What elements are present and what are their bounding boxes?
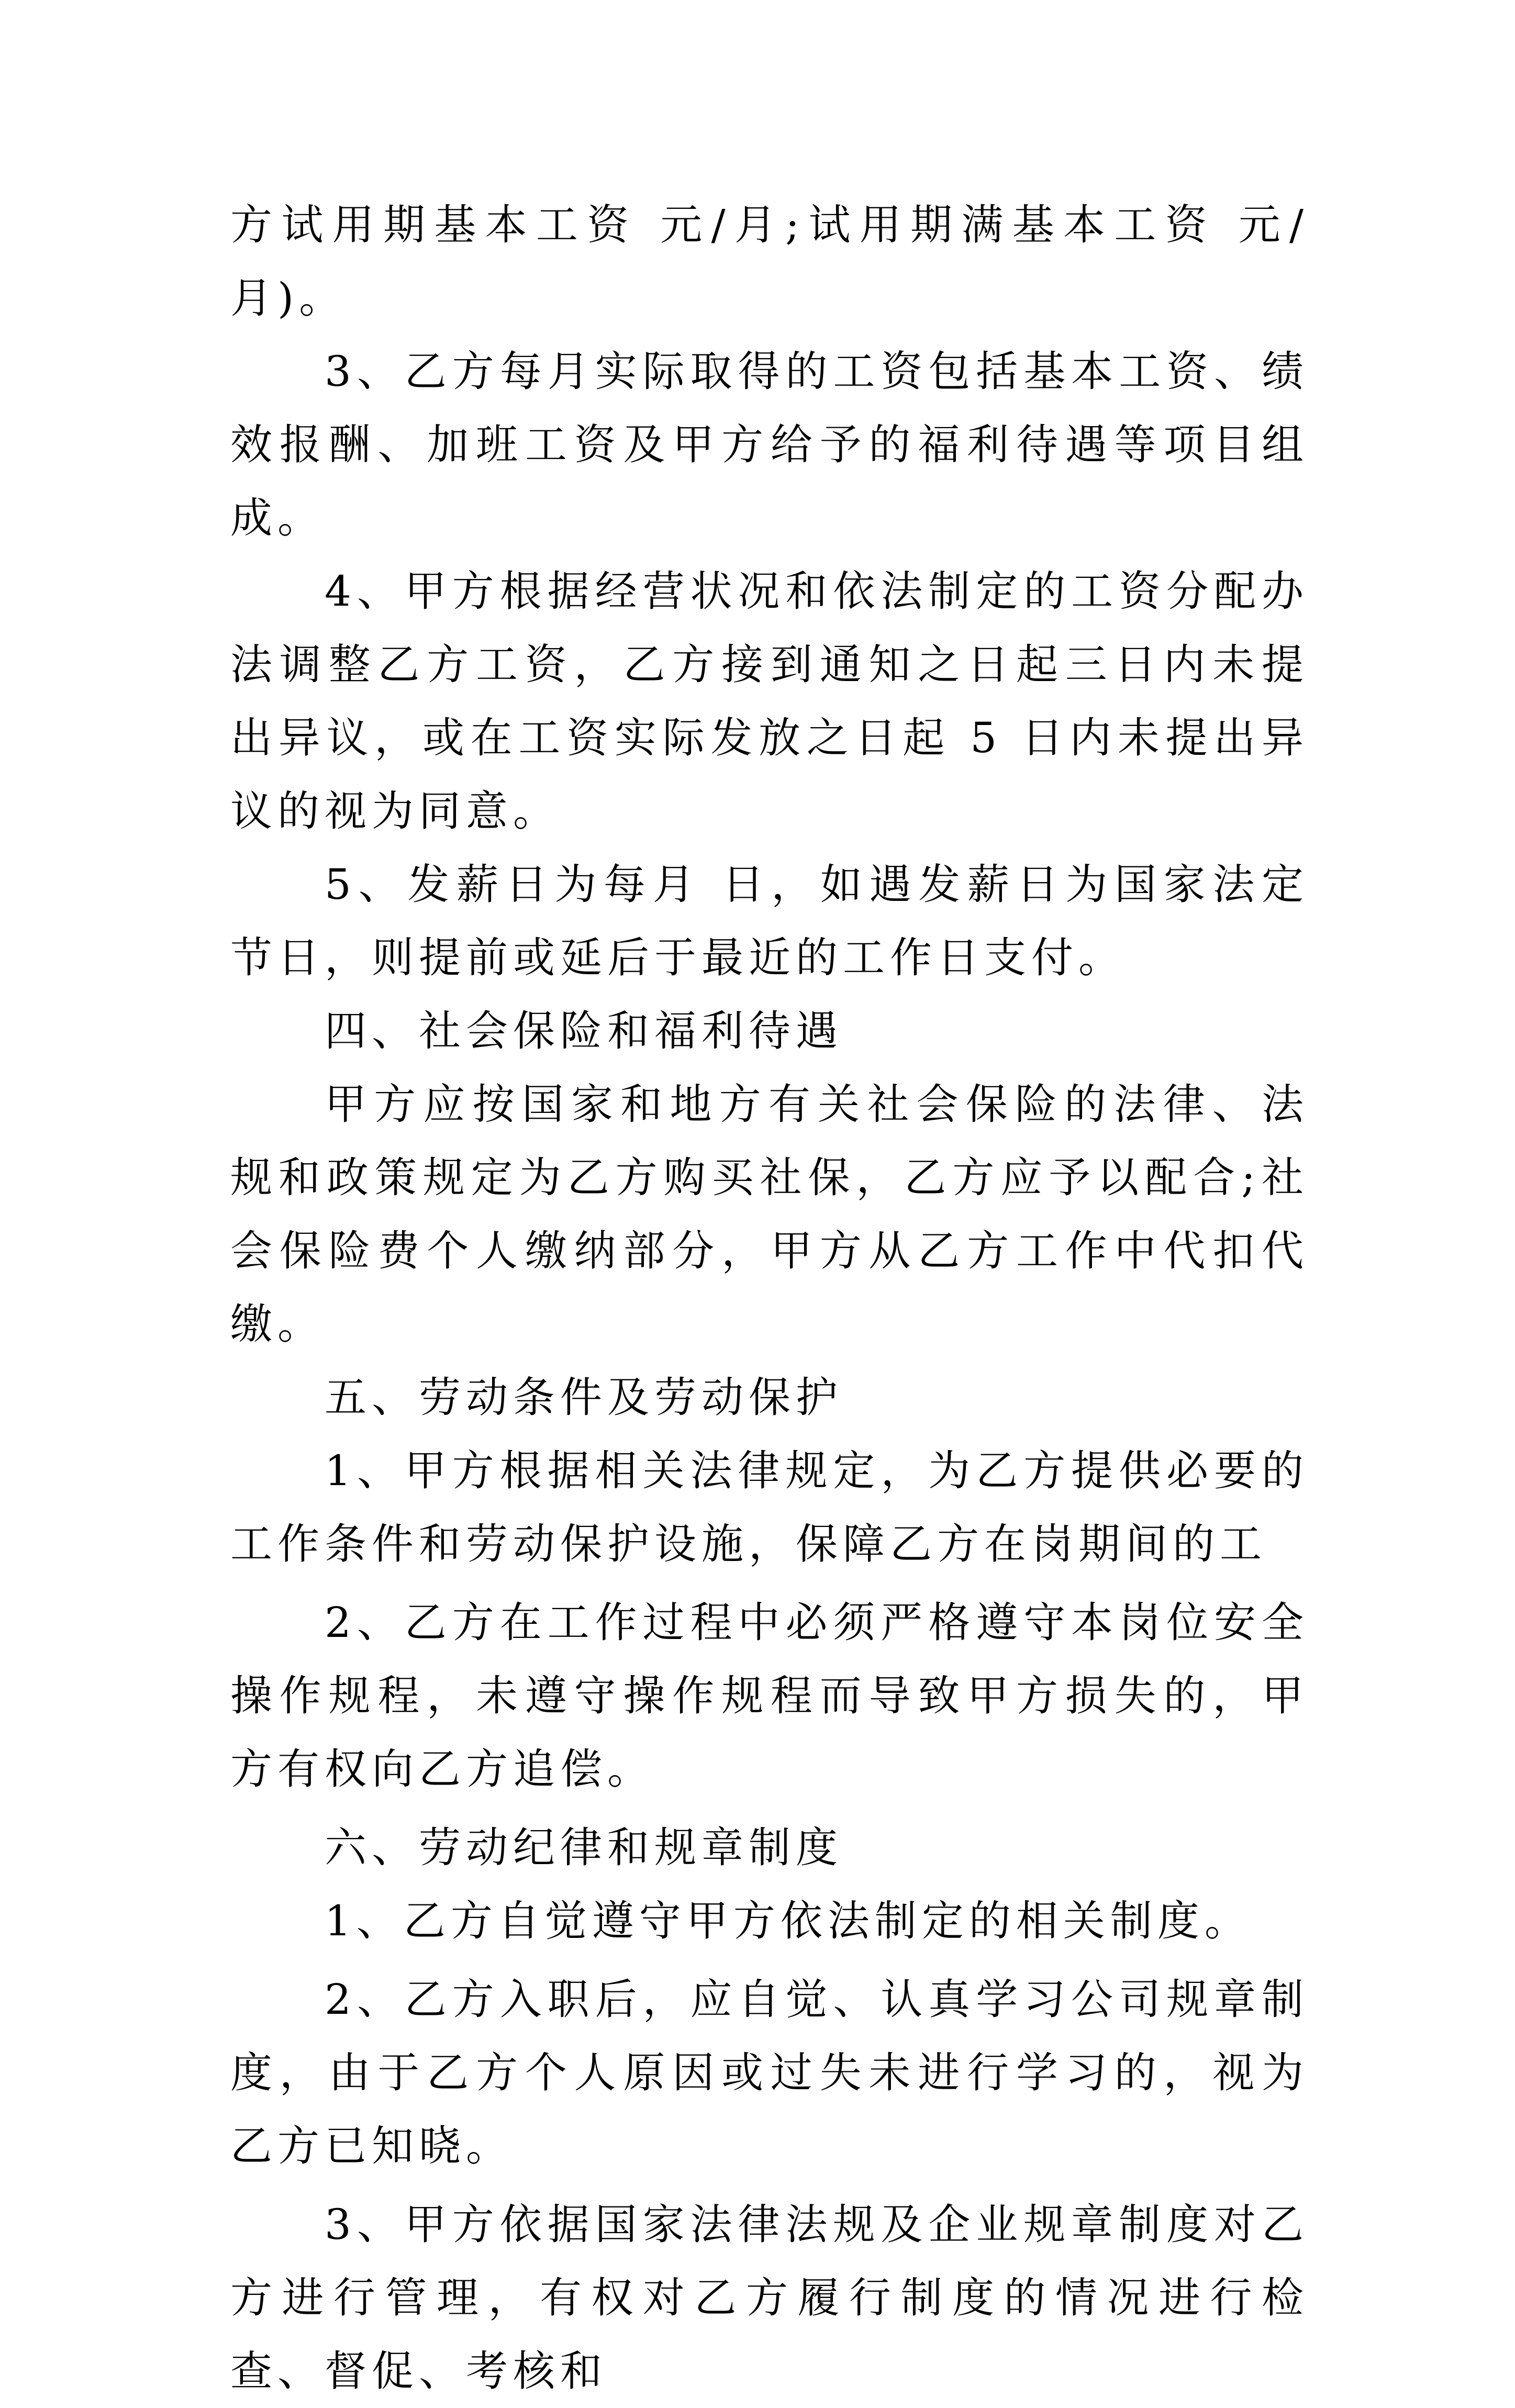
paragraph-salary-continuation: 方试用期基本工资 元/月;试用期满基本工资 元/月)。 [230,200,1309,322]
paragraph-labor-clause-1: 1、甲方根据相关法律规定，为乙方提供必要的工作条件和劳动保护设施，保障乙方在岗期间的工 [230,1446,1309,1568]
paragraph-clause-3-wages: 3、乙方每月实际取得的工资包括基本工资、绩效报酬、加班工资及甲方给予的福利待遇等项目组成。 [230,347,1309,542]
section-heading-discipline: 六、劳动纪律和规章制度 [325,1823,843,1872]
paragraph-discipline-clause-2: 2、乙方入职后，应自觉、认真学习公司规章制度，由于乙方个人原因或过失未进行学习的，视为乙方已知晓。 [230,1975,1309,2170]
paragraph-labor-clause-2: 2、乙方在工作过程中必须严格遵守本岗位安全操作规程，未遵守操作规程而导致甲方损失的，甲方有权向乙方追偿。 [230,1598,1309,1793]
paragraph-social-insurance: 甲方应按国家和地方有关社会保险的法律、法规和政策规定为乙方购买社保，乙方应予以配合;社会保险费个人缴纳部分，甲方从乙方工作中代扣代缴。 [230,1080,1309,1348]
paragraph-discipline-clause-1: 1、乙方自觉遵守甲方依法制定的相关制度。 [325,1897,1252,1945]
section-heading-labor-conditions: 五、劳动条件及劳动保护 [325,1373,843,1422]
document-body [230,188,1309,2408]
paragraph-discipline-clause-3: 3、甲方依据国家法律法规及企业规章制度对乙方进行管理，有权对乙方履行制度的情况进行检查、督促、考核和 [230,2200,1309,2395]
paragraph-clause-4-adjustment: 4、甲方根据经营状况和依法制定的工资分配办法调整乙方工资，乙方接到通知之日起三日内未提出异议，或在工资实际发放之日起 5 日内未提出异议的视为同意。 [230,567,1309,835]
paragraph-clause-5-payday: 5、发薪日为每月 日，如遇发薪日为国家法定节日，则提前或延后于最近的工作日支付。 [230,860,1309,982]
section-heading-social-insurance: 四、社会保险和福利待遇 [325,1007,843,1055]
